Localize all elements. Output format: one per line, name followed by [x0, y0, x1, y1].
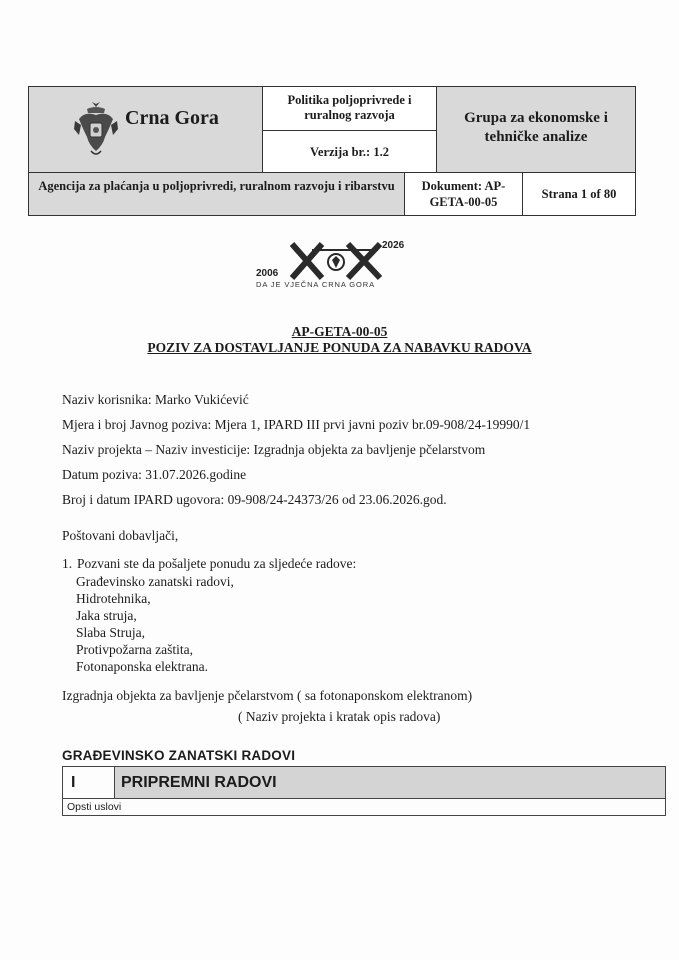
field-measure: Mjera i broj Javnog poziva: Mjera 1, IPARD III prvi javni poziv br.09-908/24-19990/1 — [62, 417, 531, 432]
project-description: Izgradnja objekta za bavljenje pčelarstvom ( sa fotonaponskom elektranom) — [62, 688, 473, 703]
logo-year-left: 2006 — [256, 268, 279, 279]
section-subheading: Opsti uslovi — [67, 801, 122, 813]
section-number: I — [63, 767, 115, 799]
page-number-cell: Strana 1 of 80 — [523, 173, 635, 215]
list-number: 1. — [62, 556, 73, 571]
header-country-cell — [29, 87, 263, 173]
project-note: ( Naziv projekta i kratak opis radova) — [238, 709, 441, 724]
document-code-title: AP-GETA-00-05 — [291, 324, 388, 339]
field-date: Datum poziva: 31.07.2026.godine — [62, 467, 247, 482]
work-item: Slaba Struja, — [76, 625, 145, 640]
group-cell: Grupa za ekonomske i tehničke analize — [437, 87, 635, 173]
field-project: Naziv projekta – Naziv investicije: Izgradnja objekta za bavljenje pčelarstvom — [62, 442, 486, 457]
policy-cell: Politika poljoprivrede i ruralnog razvoja — [263, 87, 437, 131]
section-name: PRIPREMNI RADOVI — [115, 767, 665, 799]
work-item: Protivpožarna zaštita, — [76, 642, 193, 657]
document-title: POZIV ZA DOSTAVLJANJE PONUDA ZA NABAVKU RADOVA — [147, 340, 532, 355]
section-heading: GRAĐEVINSKO ZANATSKI RADOVI — [62, 748, 296, 763]
country-name: Crna Gora — [125, 107, 219, 129]
document-code-cell: Dokument: AP-GETA-00-05 — [405, 173, 523, 215]
logo-tagline: DA JE VJEČNA CRNA GORA — [256, 280, 375, 289]
work-item: Hidrotehnika, — [76, 591, 151, 606]
field-contract: Broj i datum IPARD ugovora: 09-908/24-24373/26 od 23.06.2026.god. — [62, 492, 447, 507]
field-beneficiary: Naziv korisnika: Marko Vukićević — [62, 392, 249, 407]
works-table — [62, 766, 666, 816]
greeting: Poštovani dobavljači, — [62, 528, 179, 543]
coat-of-arms-icon — [73, 101, 119, 159]
work-item: Jaka struja, — [76, 608, 137, 623]
work-item: Građevinsko zanatski radovi, — [76, 574, 234, 589]
version-cell: Verzija br.: 1.2 — [263, 131, 437, 173]
work-item: Fotonaponska elektrana. — [76, 659, 208, 674]
header-table — [28, 86, 636, 216]
logo-year-right: 2026 — [382, 240, 405, 251]
agency-cell: Agencija za plaćanja u poljoprivredi, ruralnom razvoju i ribarstvu — [29, 173, 405, 215]
invitation-intro: Pozvani ste da pošaljete ponudu za sljedeće radove: — [77, 556, 357, 571]
